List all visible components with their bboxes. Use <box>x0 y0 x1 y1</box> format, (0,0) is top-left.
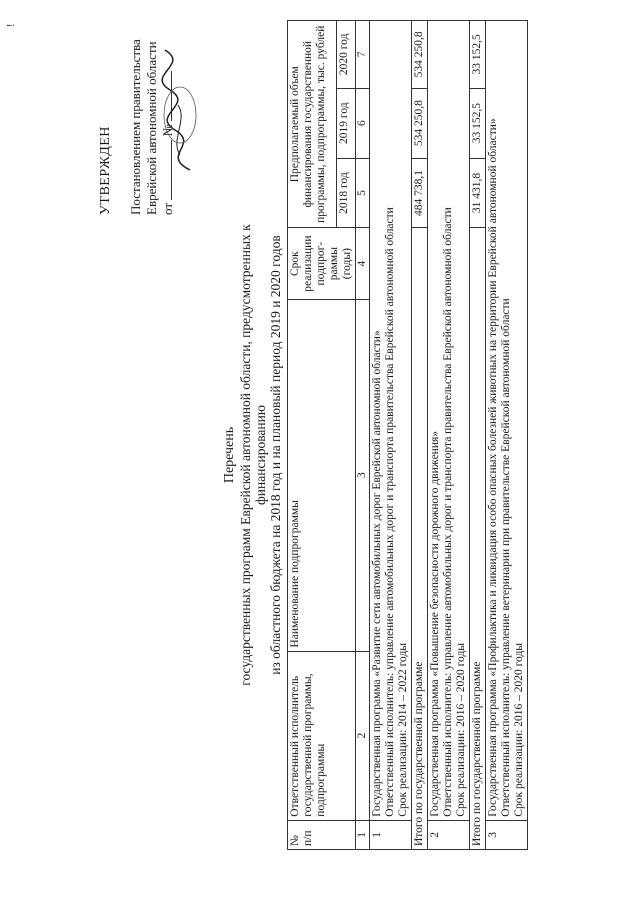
program-term: Срок реализации: 2014 – 2022 годы <box>397 642 409 817</box>
approval-line-2: Еврейской автономной области <box>144 41 159 215</box>
program-num: 2 <box>428 820 470 849</box>
approval-date-prefix: от <box>160 202 175 215</box>
table-row <box>370 21 412 850</box>
program-name: Государственная программа «Профилактика и ликвидация особо опасных болезней животных на территории Еврейской автономной области» <box>487 118 499 817</box>
program-term: Срок реализации: 2016 – 2020 годы <box>513 642 525 817</box>
header-num: № п/п <box>288 820 356 849</box>
total-2020: 33 152,5 <box>470 21 486 89</box>
program-details <box>370 21 412 821</box>
program-term: Срок реализации: 2016 – 2020 годы <box>455 642 467 817</box>
heading-line-1: государственных программ Еврейской автономной области, предусмотренных к финансированию <box>238 224 268 686</box>
col-number: 6 <box>356 88 370 158</box>
total-2020: 534 250,8 <box>412 21 428 89</box>
total-label: Итого по государственной программе <box>412 228 428 850</box>
header-term: Срок реализации подпрог-раммы (годы) <box>288 228 356 299</box>
program-num: 3 <box>486 820 528 849</box>
table-row-total <box>470 21 486 850</box>
col-number: 3 <box>356 299 370 651</box>
edge-mark: ! <box>6 23 17 27</box>
heading-title: Перечень <box>222 426 237 484</box>
header-executor: Ответственный исполнитель государственной программы, подпрограммы <box>288 651 356 820</box>
col-number: 7 <box>356 21 370 89</box>
program-num: 1 <box>370 820 412 849</box>
header-2018: 2018 год <box>337 158 356 228</box>
table-row <box>486 21 528 850</box>
program-executor: Ответственный исполнитель: управление автомобильных дорог и транспорта правительства Еврейской автономной области <box>384 207 396 817</box>
col-number: 5 <box>356 158 370 228</box>
header-2020: 2020 год <box>337 21 356 89</box>
program-executor: Ответственный исполнитель: управление автомобильных дорог и транспорта правительства Еврейской автономной области <box>442 207 454 817</box>
total-label: Итого по государственной программе <box>470 228 486 850</box>
header-funding: Предполагаемый объем финансирования государственной программы, подпрограммы, тыс. рублей <box>288 21 337 229</box>
stamp-signature-icon <box>150 45 210 175</box>
approval-number-sign: № <box>160 124 175 137</box>
table-row-total <box>412 21 428 850</box>
col-number: 2 <box>356 651 370 820</box>
approval-line-1: Постановлением правительства <box>128 39 143 215</box>
table-header-row <box>288 21 337 850</box>
column-numbers-row <box>356 21 370 850</box>
table-row <box>428 21 470 850</box>
total-2019: 534 250,8 <box>412 88 428 158</box>
total-2018: 31 431,8 <box>470 158 486 228</box>
program-details <box>428 21 470 821</box>
heading-line-2: из областного бюджета на 2018 год и на плановый период 2019 и 2020 годов <box>268 235 283 675</box>
col-number: 1 <box>356 820 370 849</box>
programs-table <box>287 20 528 850</box>
program-name: Государственная программа «Повышение безопасности дорожного движения» <box>429 430 441 817</box>
col-number: 4 <box>356 228 370 299</box>
total-2019: 33 152,5 <box>470 88 486 158</box>
total-2018: 484 738,1 <box>412 158 428 228</box>
program-details <box>486 21 528 821</box>
program-executor: Ответственный исполнитель: управление ветеринарии при правительстве Еврейской автономной области <box>500 298 512 817</box>
approval-title: УТВЕРЖДЕН <box>98 126 113 215</box>
program-name: Государственная программа «Развитие сети автомобильных дорог Еврейской автономной области» <box>371 330 383 817</box>
header-subprogram: Наименование подпрограммы <box>288 299 356 651</box>
document-heading <box>222 175 283 735</box>
header-2019: 2019 год <box>337 88 356 158</box>
